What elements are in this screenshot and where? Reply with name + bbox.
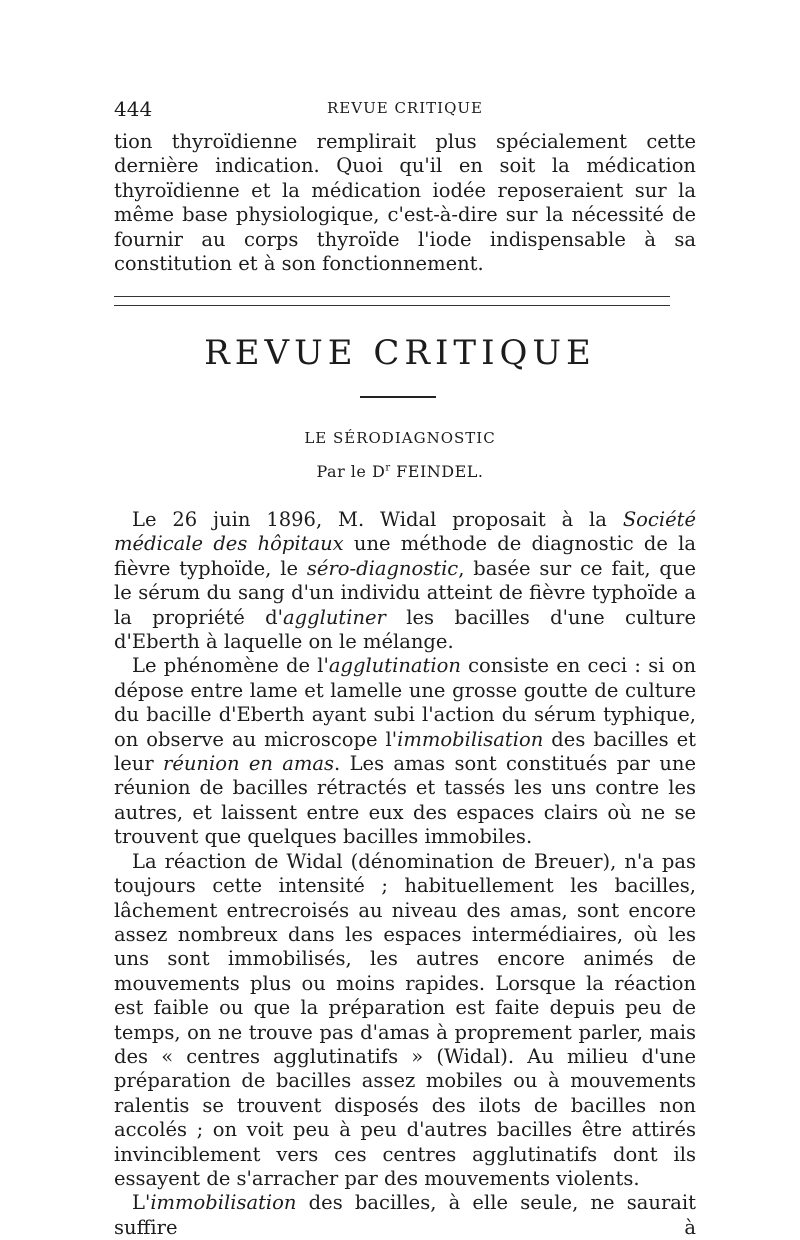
section-title: REVUE CRITIQUE	[204, 333, 596, 373]
paragraph-1	[114, 508, 696, 654]
article-body	[114, 508, 696, 1240]
divider-rule-bottom	[114, 305, 670, 306]
p2-text-e: des bacilles et leur	[114, 727, 696, 776]
p1-italic-serodiagnostic: séro-diagnostic	[306, 556, 459, 580]
paragraph-4	[114, 1191, 696, 1240]
p2-italic-immobilisation: immobilisation	[397, 727, 544, 751]
p4-text-a: L'	[132, 1191, 151, 1215]
byline	[0, 462, 800, 481]
p2-text-c: consiste en ceci : si on dépose entre lame et lamelle une grosse goutte de culture du bacille d'Eberth ayant subi l'action du sérum typhique, on observe au microscope l'	[114, 654, 697, 751]
p1-text-a: Le 26 juin 1896, M. Widal proposait à la	[132, 508, 623, 531]
page-number: 444	[114, 97, 153, 121]
article-title: LE SÉRODIAGNOSTIC	[304, 429, 496, 447]
divider-rule-top	[114, 296, 670, 297]
continued-paragraph: tion thyroïdienne remplirait plus spécialement cette dernière indication. Quoi qu'il en soit la médication thyroïdienne et la médication iodée reposeraient sur la même base physiologique, c'est-à-dire sur la nécessité de fournir au corps thyroïde l'iode indispensable à sa constitution et à son fonctionnement.	[114, 130, 696, 276]
p1-italic-society: Société médicale des hôpitaux	[114, 508, 696, 556]
paragraph-3: La réaction de Widal (dénomination de Breuer), n'a pas toujours cette intensité ; habituellement les bacilles, lâchement entrecroisés au niveau des amas, sont encore assez nombreux dans les espaces intermédiaires, où les uns sont immobilisés, les autres encore animés de mouvements plus ou moins rapides. Lorsque la réaction est faible ou que la préparation est faite depuis peu de temps, on ne trouve pas d'amas à proprement parler, mais des « centres agglutinatifs » (Widal). Au milieu d'une préparation de bacilles assez mobiles ou à mouvements ralentis se trouvent disposés des ilots de bacilles non accolés ; on voit peu à peu d'autres bacilles être attirés invinciblement vers ces centres agglutinatifs dont ils essayent de s'arracher par des mouvements violents.	[114, 849, 696, 1190]
byline-author: FEINDEL.	[390, 462, 484, 481]
p1-italic-agglutiner: agglutiner	[283, 605, 386, 629]
page-header	[114, 97, 696, 123]
title-underline	[360, 396, 436, 398]
p2-text-a: Le phénomène de l'	[132, 654, 329, 678]
p1-text-g: les bacilles d'une culture d'Eberth à laquelle on le mélange.	[114, 605, 696, 654]
p4-italic-immobilisation: immobilisation	[150, 1191, 297, 1215]
paragraph-2	[114, 654, 696, 849]
byline-superscript: r	[385, 462, 391, 474]
p1-text-c: une méthode de diagnostic de la fièvre typhoïde, le	[114, 532, 696, 580]
p4-text-c: des bacilles, à elle seule, ne saurait suffire à	[114, 1191, 696, 1239]
p2-text-g: . Les amas sont constitués par une réunion de bacilles rétractés et tassés les uns contre les autres, et laissent entre eux des espaces clairs où ne se trouvent que quelques bacilles immobiles.	[114, 752, 696, 849]
byline-prefix: Par le D	[316, 462, 386, 481]
running-head: REVUE CRITIQUE	[327, 99, 483, 117]
p2-italic-agglutination: agglutination	[328, 654, 461, 678]
p1-text-e: , basée sur ce fait, que le sérum du sang d'un individu atteint de fièvre typhoïde a la propriété d'	[114, 556, 697, 629]
p2-italic-reunion: réunion en amas	[163, 752, 335, 776]
